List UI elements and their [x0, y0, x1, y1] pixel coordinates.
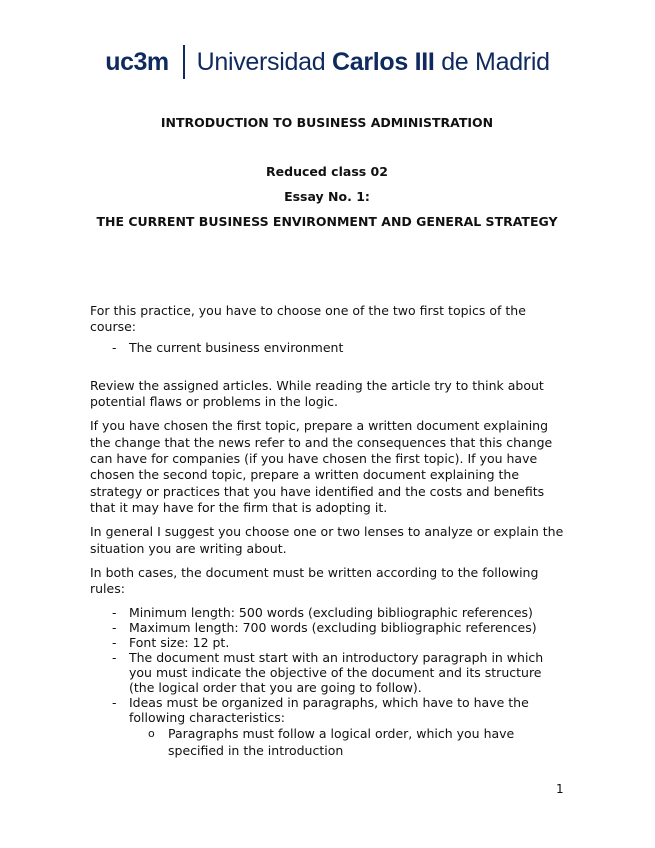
logo-name	[197, 48, 550, 77]
paragraph: In both cases, the document must be written according to the following rules:	[90, 564, 539, 597]
rule-item: - Ideas must be organized in paragraphs, which have to have the following characteristics:	[90, 695, 570, 725]
essay-title: THE CURRENT BUSINESS ENVIRONMENT AND GENERAL STRATEGY	[96, 214, 558, 229]
topic-list	[90, 340, 570, 356]
rules-list	[90, 605, 570, 725]
rule-item: - The document must start with an introductory paragraph in which you must indicate the objective of the document and its structure (the logical order that you are going to follow).	[90, 650, 570, 695]
topic-item: - The current business environment	[90, 340, 570, 356]
paragraph: Review the assigned articles. While reading the article try to think about potential flaws or problems in the logic.	[90, 377, 544, 410]
essay-label: Essay No. 1:	[284, 189, 370, 204]
class-label: Reduced class 02	[266, 164, 388, 179]
logo-name-regular: Universidad	[196, 47, 332, 76]
subrules-list	[90, 725, 570, 759]
page-number: 1	[556, 782, 564, 796]
paragraph: If you have chosen the first topic, prepare a written document explaining the change that the news refer to and the consequences that this change can have for companies (if you have chosen the first topic). If you have chosen the second topic, prepare a written document explaining the strategy or practices that you have identified and the costs and benefits that it may have for the firm that is adopting it.	[90, 418, 553, 515]
logo-name-tail: de Madrid	[434, 47, 550, 76]
rule-item: - Font size: 12 pt.	[90, 635, 570, 650]
rule-item: - Minimum length: 500 words (excluding bibliographic references)	[90, 605, 570, 620]
document-body	[90, 303, 570, 759]
university-logo	[0, 40, 655, 84]
subrule-item: o Paragraphs must follow a logical order, which you have specified in the introduction	[90, 725, 570, 759]
logo-divider	[183, 45, 185, 79]
spacer	[90, 356, 570, 378]
logo-short: uc3m	[105, 47, 169, 76]
intro-paragraph: For this practice, you have to choose one of the two first topics of the course:	[90, 303, 526, 335]
logo-name-bold: Carlos III	[331, 47, 435, 76]
rule-item: - Maximum length: 700 words (excluding bibliographic references)	[90, 620, 570, 635]
paragraph: In general I suggest you choose one or two lenses to analyze or explain the situation you are writing about.	[90, 524, 564, 556]
course-title: INTRODUCTION TO BUSINESS ADMINISTRATION	[160, 115, 494, 130]
